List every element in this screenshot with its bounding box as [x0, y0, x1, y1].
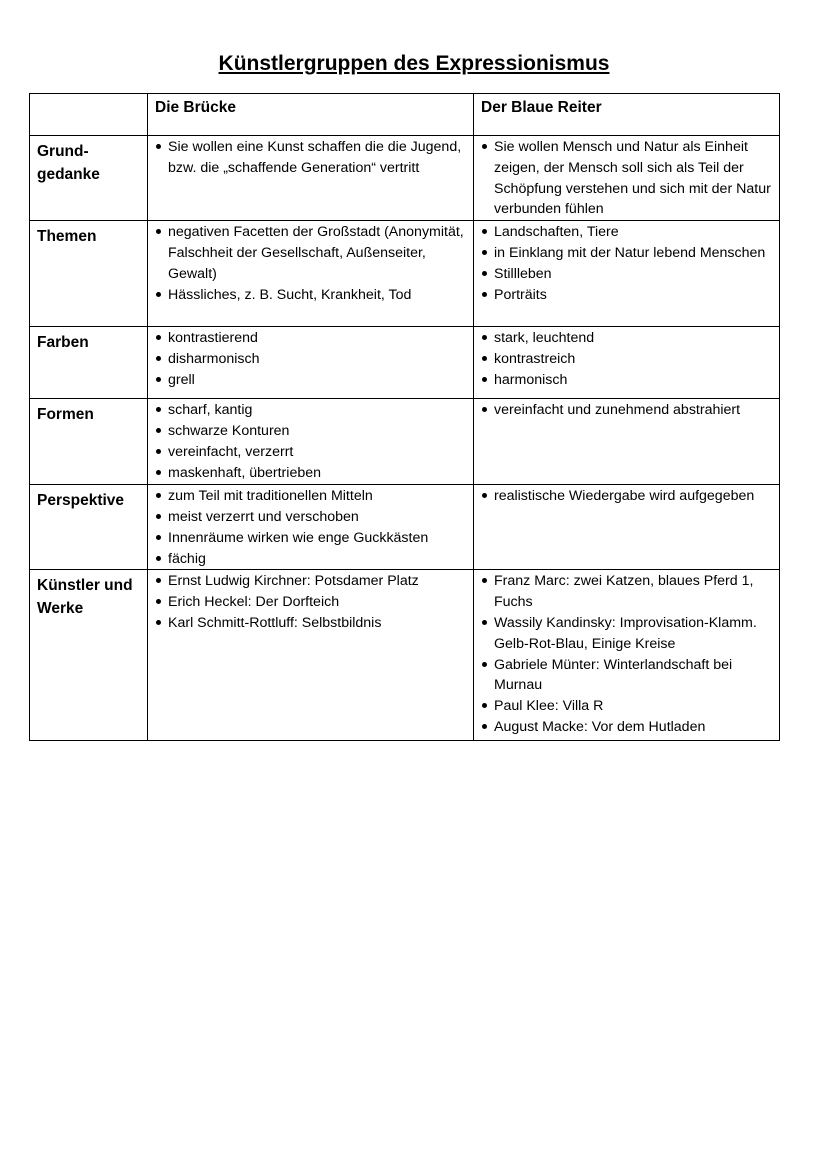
- list-item: kontrastierend: [168, 328, 469, 349]
- table-row: [30, 485, 780, 570]
- cell-die-bruecke: [148, 221, 474, 327]
- list-item: Sie wollen eine Kunst schaffen die die Jugend, bzw. die „schaffende Generation“ vertritt: [168, 137, 469, 179]
- list-item: Erich Heckel: Der Dorfteich: [168, 592, 469, 613]
- list-item: Paul Klee: Villa R: [494, 696, 775, 717]
- list-item: Sie wollen Mensch und Natur als Einheit zeigen, der Mensch soll sich als Teil der Schöpfung verstehen und sich mit der Natur verbunden fühlen: [494, 137, 775, 220]
- list-item: vereinfacht und zunehmend abstrahiert: [494, 400, 775, 421]
- cell-der-blaue-reiter: [474, 399, 780, 485]
- bullet-list: [474, 570, 779, 737]
- header-row: [30, 94, 780, 136]
- list-item: maskenhaft, übertrieben: [168, 463, 469, 484]
- row-label: Formen: [30, 399, 148, 485]
- bullet-list: [148, 570, 473, 633]
- list-item: fächig: [168, 549, 469, 570]
- list-item: disharmonisch: [168, 349, 469, 370]
- list-item: Innenräume wirken wie enge Guckkästen: [168, 528, 469, 549]
- list-item: Landschaften, Tiere: [494, 222, 775, 243]
- list-item: zum Teil mit traditionellen Mitteln: [168, 486, 469, 507]
- bullet-list: [148, 399, 473, 483]
- bullet-list: [474, 221, 779, 305]
- list-item: realistische Wiedergabe wird aufgegeben: [494, 486, 775, 507]
- list-item: harmonisch: [494, 370, 775, 391]
- list-item: Wassily Kandinsky: Improvisation-Klamm. Gelb-Rot-Blau, Einige Kreise: [494, 613, 775, 655]
- list-item: August Macke: Vor dem Hutladen: [494, 717, 775, 738]
- bullet-list: [148, 327, 473, 390]
- cell-der-blaue-reiter: [474, 485, 780, 570]
- bullet-list: [148, 221, 473, 305]
- table-row: [30, 570, 780, 741]
- cell-der-blaue-reiter: [474, 570, 780, 741]
- cell-die-bruecke: [148, 485, 474, 570]
- list-item: meist verzerrt und verschoben: [168, 507, 469, 528]
- header-der-blaue-reiter: Der Blaue Reiter: [474, 94, 780, 136]
- list-item: Porträits: [494, 285, 775, 306]
- bullet-list: [474, 399, 779, 421]
- list-item: Hässliches, z. B. Sucht, Krankheit, Tod: [168, 285, 469, 306]
- bullet-list: [474, 136, 779, 220]
- header-die-bruecke: Die Brücke: [148, 94, 474, 136]
- list-item: grell: [168, 370, 469, 391]
- list-item: in Einklang mit der Natur lebend Menschen: [494, 243, 775, 264]
- cell-der-blaue-reiter: [474, 221, 780, 327]
- cell-die-bruecke: [148, 327, 474, 399]
- row-label: Farben: [30, 327, 148, 399]
- bullet-list: [148, 136, 473, 179]
- row-label: Themen: [30, 221, 148, 327]
- list-item: schwarze Konturen: [168, 421, 469, 442]
- list-item: Stillleben: [494, 264, 775, 285]
- cell-die-bruecke: [148, 136, 474, 221]
- page-title: Künstlergruppen des Expressionismus: [218, 52, 610, 75]
- row-label: Künstler und Werke: [30, 570, 148, 741]
- cell-die-bruecke: [148, 570, 474, 741]
- list-item: scharf, kantig: [168, 400, 469, 421]
- list-item: Ernst Ludwig Kirchner: Potsdamer Platz: [168, 571, 469, 592]
- cell-der-blaue-reiter: [474, 136, 780, 221]
- cell-der-blaue-reiter: [474, 327, 780, 399]
- list-item: negativen Facetten der Großstadt (Anonymität, Falschheit der Gesellschaft, Außenseiter, Gewalt): [168, 222, 469, 284]
- table-row: [30, 399, 780, 485]
- bullet-list: [474, 327, 779, 390]
- comparison-table: [29, 93, 780, 741]
- table-row: [30, 221, 780, 327]
- table-row: [30, 136, 780, 221]
- bullet-list: [148, 485, 473, 569]
- table-body: [30, 136, 780, 741]
- list-item: stark, leuchtend: [494, 328, 775, 349]
- header-empty: [30, 94, 148, 136]
- list-item: Franz Marc: zwei Katzen, blaues Pferd 1, Fuchs: [494, 571, 775, 613]
- list-item: Karl Schmitt-Rottluff: Selbstbildnis: [168, 613, 469, 634]
- row-label: Perspektive: [30, 485, 148, 570]
- bullet-list: [474, 485, 779, 507]
- list-item: Gabriele Münter: Winterlandschaft bei Murnau: [494, 655, 775, 697]
- cell-die-bruecke: [148, 399, 474, 485]
- list-item: vereinfacht, verzerrt: [168, 442, 469, 463]
- table-row: [30, 327, 780, 399]
- list-item: kontrastreich: [494, 349, 775, 370]
- row-label: Grund- gedanke: [30, 136, 148, 221]
